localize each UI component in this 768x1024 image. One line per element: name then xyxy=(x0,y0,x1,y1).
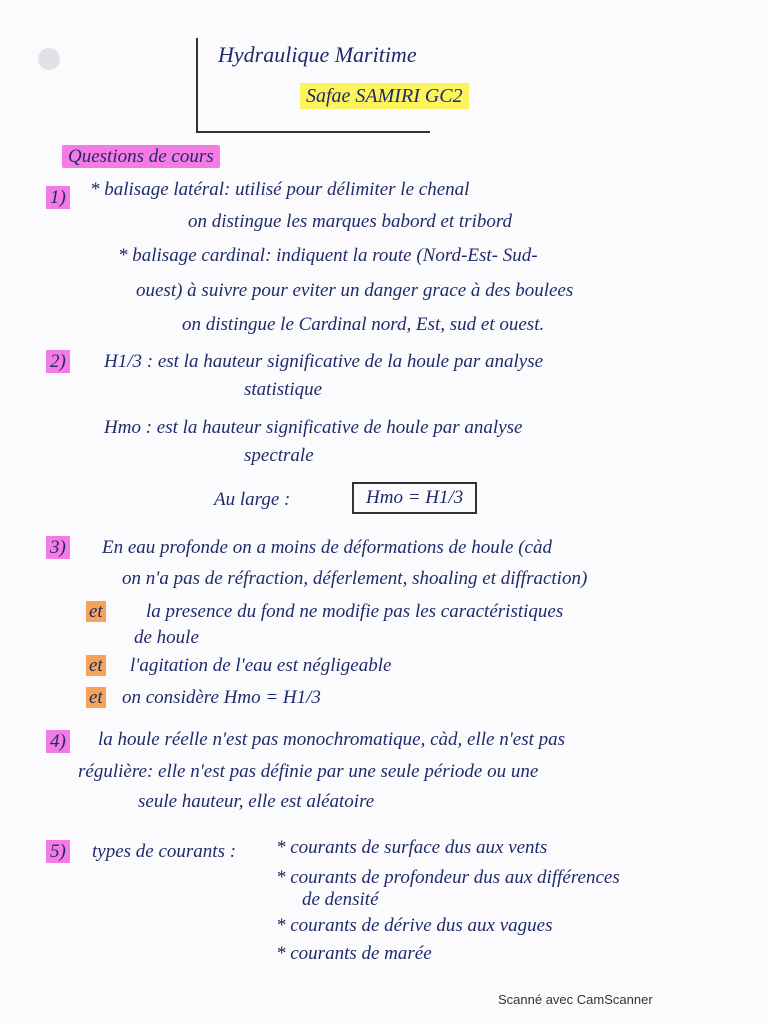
q5-item-4: * courants de marée xyxy=(276,943,432,964)
q4-line-1: la houle réelle n'est pas monochromatique, càd, elle n'est pas xyxy=(98,729,566,750)
question-number-1: 1) xyxy=(46,186,70,209)
formula-box xyxy=(352,482,477,514)
q4-line-2: régulière: elle n'est pas définie par une seule période ou une xyxy=(78,761,539,782)
author-name xyxy=(300,86,469,106)
q3-bullet-1: la presence du fond ne modifie pas les caractéristiques xyxy=(146,601,564,622)
question-number-3: 3) xyxy=(46,536,70,559)
question-number-2: 2) xyxy=(46,350,70,373)
q2-line-2: statistique xyxy=(244,379,323,400)
q3-bullet-1-cont: de houle xyxy=(134,627,199,648)
section-title-highlight: Questions de cours xyxy=(62,145,220,168)
q1-line-1: * balisage latéral: utilisé pour délimiter le chenal xyxy=(90,179,470,200)
q4-line-3: seule hauteur, elle est aléatoire xyxy=(138,791,375,812)
q2-line-1: H1/3 : est la hauteur significative de la houle par analyse xyxy=(104,351,544,372)
q3-line-2: on n'a pas de réfraction, déferlement, shoaling et diffraction) xyxy=(122,568,588,589)
q3-bullet-3: on considère Hmo = H1/3 xyxy=(122,687,321,708)
punch-hole-mark xyxy=(38,48,60,70)
q3-et-3 xyxy=(86,688,106,707)
scanner-watermark: Scanné avec CamScanner xyxy=(498,992,653,1007)
q1-line-4: ouest) à suivre pour eviter un danger grace à des boulees xyxy=(136,280,574,301)
question-number-5: 5) xyxy=(46,840,70,863)
q3-bullet-2: l'agitation de l'eau est négligeable xyxy=(130,655,392,676)
et-highlight-1: et xyxy=(86,601,106,622)
question-number-4: 4) xyxy=(46,730,70,753)
q3-line-1: En eau profonde on a moins de déformations de houle (càd xyxy=(102,537,552,558)
q1-line-5: on distingue le Cardinal nord, Est, sud et ouest. xyxy=(182,314,545,335)
document-title: Hydraulique Maritime xyxy=(218,42,417,67)
q2-formula-label: Au large : xyxy=(214,489,291,510)
et-highlight-2: et xyxy=(86,655,106,676)
q2-formula: Hmo = H1/3 xyxy=(366,487,464,508)
q3-et-1 xyxy=(86,602,106,621)
q2-line-3: Hmo : est la hauteur significative de houle par analyse xyxy=(104,417,523,438)
q3-et-2 xyxy=(86,656,106,675)
q5-item-2: * courants de profondeur dus aux différences xyxy=(276,867,620,888)
q1-line-2: on distingue les marques babord et tribord xyxy=(188,211,513,232)
q5-intro: types de courants : xyxy=(92,841,237,862)
et-highlight-3: et xyxy=(86,687,106,708)
q5-item-1: * courants de surface dus aux vents xyxy=(276,837,548,858)
q2-line-4: spectrale xyxy=(244,445,314,466)
q1-line-3: * balisage cardinal: indiquent la route (Nord-Est- Sud- xyxy=(118,245,538,266)
section-title xyxy=(62,147,220,166)
q5-item-2-cont: de densité xyxy=(302,889,379,910)
q5-item-3: * courants de dérive dus aux vagues xyxy=(276,915,553,936)
author-highlight: Safae SAMIRI GC2 xyxy=(300,83,469,109)
